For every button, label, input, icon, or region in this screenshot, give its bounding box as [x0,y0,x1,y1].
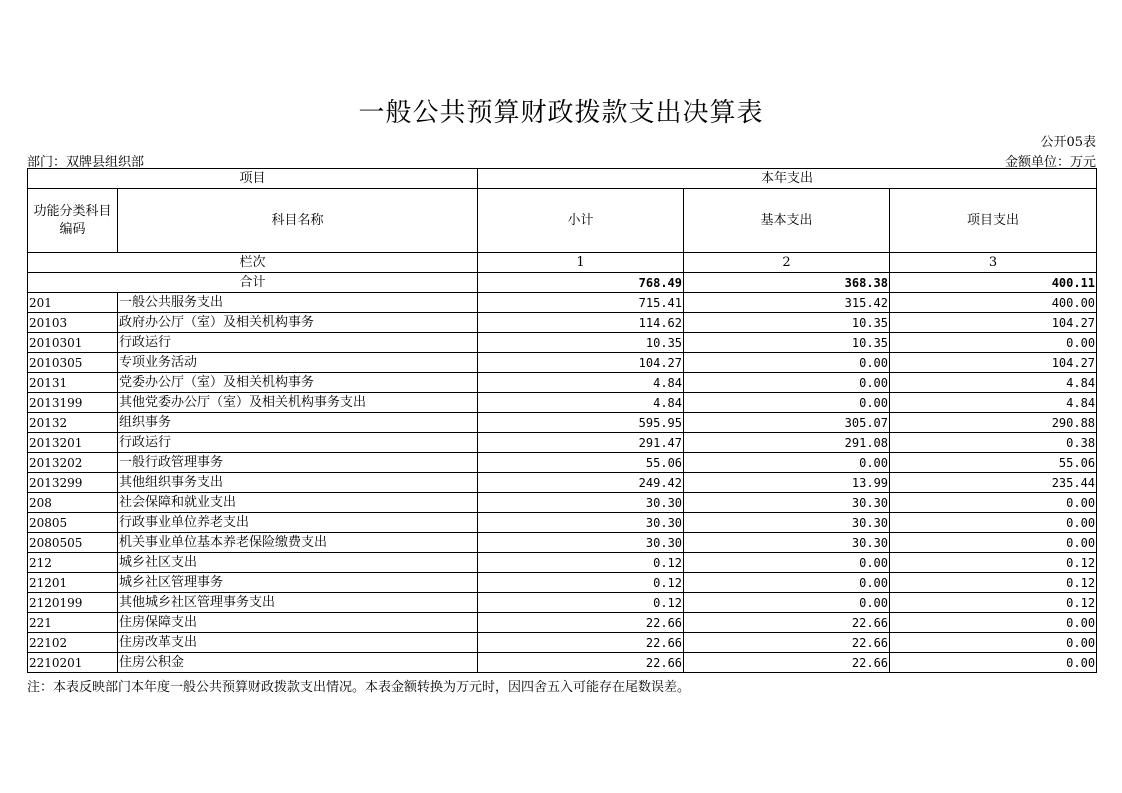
row-name: 城乡社区支出 [118,553,478,573]
row-name: 其他党委办公厅（室）及相关机构事务支出 [118,393,478,413]
row-subtotal: 55.06 [478,453,684,473]
column-index-label: 栏次 [28,253,478,273]
row-name: 专项业务活动 [118,353,478,373]
column-index-1: 1 [478,253,684,273]
row-name: 其他城乡社区管理事务支出 [118,593,478,613]
row-subtotal: 4.84 [478,393,684,413]
row-subtotal: 595.95 [478,413,684,433]
header-row-columns [28,189,1097,253]
table-row [28,413,1097,433]
row-basic: 22.66 [684,633,890,653]
budget-table-body [28,169,1097,673]
row-name: 住房保障支出 [118,613,478,633]
form-number: 公开05表 [1040,135,1096,150]
header-subtotal: 小计 [478,189,684,253]
row-project: 0.00 [890,513,1097,533]
row-basic: 0.00 [684,373,890,393]
table-row [28,533,1097,553]
row-subtotal: 22.66 [478,633,684,653]
row-project: 0.00 [890,333,1097,353]
amount-unit-label: 金额单位：万元 [1004,155,1096,170]
header-code: 功能分类科目编码 [28,189,118,253]
row-name: 城乡社区管理事务 [118,573,478,593]
row-subtotal: 22.66 [478,653,684,673]
row-code: 201 [28,293,118,313]
row-basic: 10.35 [684,333,890,353]
row-subtotal: 249.42 [478,473,684,493]
row-basic: 305.07 [684,413,890,433]
row-project: 0.12 [890,593,1097,613]
total-label: 合计 [28,273,478,293]
row-code: 20131 [28,373,118,393]
budget-table [27,168,1097,673]
row-subtotal: 0.12 [478,573,684,593]
row-basic: 30.30 [684,513,890,533]
row-subtotal: 4.84 [478,373,684,393]
row-name: 政府办公厅（室）及相关机构事务 [118,313,478,333]
department-label: 部门：双牌县组织部 [27,155,145,170]
row-code: 2080505 [28,533,118,553]
table-row [28,633,1097,653]
header-basic: 基本支出 [684,189,890,253]
row-subtotal: 30.30 [478,533,684,553]
header-row-top [28,169,1097,189]
row-project: 0.12 [890,553,1097,573]
row-basic: 0.00 [684,393,890,413]
row-subtotal: 715.41 [478,293,684,313]
total-project: 400.11 [890,273,1097,293]
row-code: 2210201 [28,653,118,673]
row-subtotal: 30.30 [478,513,684,533]
row-subtotal: 10.35 [478,333,684,353]
row-code: 2013202 [28,453,118,473]
row-name: 机关事业单位基本养老保险缴费支出 [118,533,478,553]
table-row [28,333,1097,353]
row-code: 212 [28,553,118,573]
row-basic: 13.99 [684,473,890,493]
row-basic: 0.00 [684,593,890,613]
header-current-year: 本年支出 [478,169,1097,189]
row-name: 住房改革支出 [118,633,478,653]
row-basic: 30.30 [684,493,890,513]
row-subtotal: 104.27 [478,353,684,373]
table-row [28,513,1097,533]
row-project: 0.00 [890,493,1097,513]
table-row [28,473,1097,493]
row-subtotal: 291.47 [478,433,684,453]
row-project: 55.06 [890,453,1097,473]
row-basic: 30.30 [684,533,890,553]
table-row [28,593,1097,613]
row-project: 0.00 [890,653,1097,673]
row-project: 104.27 [890,353,1097,373]
row-basic: 0.00 [684,553,890,573]
row-project: 4.84 [890,393,1097,413]
table-row [28,313,1097,333]
table-row [28,293,1097,313]
row-project: 0.00 [890,613,1097,633]
row-code: 221 [28,613,118,633]
total-basic: 368.38 [684,273,890,293]
row-project: 400.00 [890,293,1097,313]
row-name: 其他组织事务支出 [118,473,478,493]
row-code: 2010305 [28,353,118,373]
table-row [28,393,1097,413]
row-code: 21201 [28,573,118,593]
row-basic: 291.08 [684,433,890,453]
table-row [28,613,1097,633]
column-index-3: 3 [890,253,1097,273]
row-code: 2010301 [28,333,118,353]
column-index-2: 2 [684,253,890,273]
row-basic: 315.42 [684,293,890,313]
table-row [28,553,1097,573]
table-row [28,573,1097,593]
row-name: 行政运行 [118,333,478,353]
row-project: 0.12 [890,573,1097,593]
row-name: 行政事业单位养老支出 [118,513,478,533]
table-row [28,373,1097,393]
row-name: 社会保障和就业支出 [118,493,478,513]
row-subtotal: 114.62 [478,313,684,333]
row-subtotal: 0.12 [478,553,684,573]
header-name: 科目名称 [118,189,478,253]
row-subtotal: 30.30 [478,493,684,513]
row-basic: 0.00 [684,453,890,473]
header-project: 项目 [28,169,478,189]
total-row [28,273,1097,293]
table-row [28,493,1097,513]
row-code: 2013199 [28,393,118,413]
row-project: 235.44 [890,473,1097,493]
row-basic: 0.00 [684,573,890,593]
row-basic: 0.00 [684,353,890,373]
table-row [28,353,1097,373]
row-basic: 10.35 [684,313,890,333]
header-row-index [28,253,1097,273]
row-code: 2120199 [28,593,118,613]
row-project: 4.84 [890,373,1097,393]
row-code: 2013299 [28,473,118,493]
row-basic: 22.66 [684,653,890,673]
row-code: 22102 [28,633,118,653]
row-name: 一般公共服务支出 [118,293,478,313]
row-project: 0.38 [890,433,1097,453]
row-name: 行政运行 [118,433,478,453]
row-code: 20132 [28,413,118,433]
row-code: 20103 [28,313,118,333]
row-code: 2013201 [28,433,118,453]
row-name: 党委办公厅（室）及相关机构事务 [118,373,478,393]
row-code: 20805 [28,513,118,533]
row-name: 住房公积金 [118,653,478,673]
row-name: 一般行政管理事务 [118,453,478,473]
row-project: 0.00 [890,533,1097,553]
table-row [28,653,1097,673]
row-name: 组织事务 [118,413,478,433]
table-row [28,453,1097,473]
row-project: 0.00 [890,633,1097,653]
table-row [28,433,1097,453]
row-basic: 22.66 [684,613,890,633]
row-project: 104.27 [890,313,1097,333]
row-subtotal: 22.66 [478,613,684,633]
row-subtotal: 0.12 [478,593,684,613]
page-title: 一般公共预算财政拨款支出决算表 [358,98,764,128]
total-subtotal: 768.49 [478,273,684,293]
row-project: 290.88 [890,413,1097,433]
header-project-expense: 项目支出 [890,189,1097,253]
row-code: 208 [28,493,118,513]
footnote: 注：本表反映部门本年度一般公共预算财政拨款支出情况。本表金额转换为万元时，因四舍五入可能存在尾数误差。 [27,680,691,695]
